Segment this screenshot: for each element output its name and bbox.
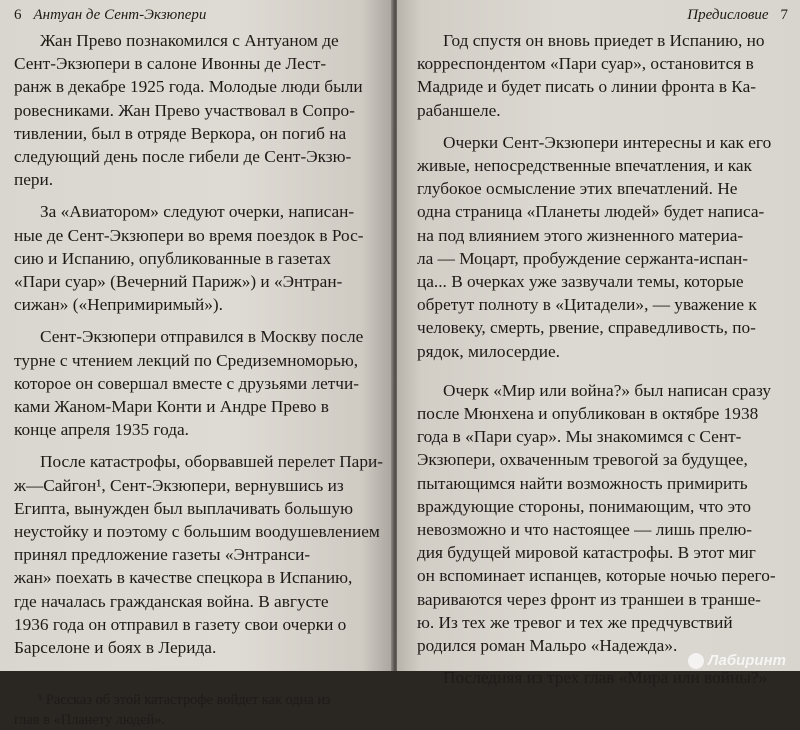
- text-line: человеку, смерть, рвение, справедливость, по-: [417, 318, 756, 338]
- text-line: рабаншеле.: [417, 100, 501, 120]
- text-line: одна страница «Планеты людей» будет написа-: [417, 202, 765, 222]
- paragraph: [14, 325, 379, 441]
- paragraph: [14, 29, 379, 191]
- footnote-line: ¹ Рассказ об этой катастрофе войдет как одна из: [38, 692, 331, 709]
- text-line: невозможно и что настоящее — лишь прелю-: [417, 520, 752, 540]
- text-line: Жан Прево познакомился с Антуаном де: [40, 31, 339, 50]
- text-line: ца... В очерках уже зазвучали темы, которые: [417, 272, 744, 292]
- right-running-head: [417, 5, 788, 29]
- footnote: [14, 690, 379, 730]
- text-line: корреспондентом «Пари суар», остановится в: [417, 54, 754, 74]
- text-line: пытающимся найти возможность примирить: [417, 473, 748, 493]
- text-line: жан» поехать в качестве спецкора в Испанию,: [14, 568, 353, 588]
- labirint-logo-icon: [688, 653, 704, 669]
- paragraph: [417, 29, 788, 122]
- text-line: сижан» («Непримиримый»).: [14, 295, 224, 315]
- text-line: Сент-Экзюпери отправился в Москву после: [40, 327, 364, 347]
- left-page: [0, 0, 393, 729]
- text-line: глубокое осмысление этих впечатлений. Не: [417, 179, 738, 199]
- text-line: Экзюпери, охваченным тревогой за будущее,: [417, 450, 748, 470]
- text-line: Египта, вынужден был выплачивать большую: [14, 498, 354, 518]
- running-head-title: Предисловие: [687, 7, 769, 23]
- text-line: года в «Пари суар». Мы знакомимся с Сент-: [417, 427, 742, 447]
- text-line: обретут полноту в «Цитадели», — уважение к: [417, 295, 757, 315]
- text-line: ранж в декабре 1925 года. Молодые люди были: [14, 77, 363, 97]
- watermark-text: Лабиринт: [707, 652, 786, 669]
- text-line: «Пари суар» (Вечерний Париж») и «Энтран-: [14, 272, 343, 292]
- text-line: Очерки Сент-Экзюпери интересны и как его: [443, 132, 772, 152]
- text-line: За «Авиатором» следуют очерки, написан-: [40, 202, 355, 222]
- footnote-line: глав в «Планету людей».: [14, 712, 166, 729]
- paragraph: [417, 379, 788, 657]
- right-body-text: [417, 29, 788, 689]
- text-line: пери.: [14, 170, 54, 190]
- text-line: которое он совершал вместе с друзьями летчи-: [14, 373, 359, 393]
- text-line: ные де Сент-Экзюпери во время поездок в Рос-: [14, 225, 364, 245]
- text-line: живые, непосредственные впечатления, и как: [417, 156, 752, 176]
- left-running-head: [14, 5, 379, 29]
- text-line: Барселоне и боях в Лерида.: [14, 638, 217, 658]
- watermark: [688, 652, 786, 669]
- right-page: [397, 0, 800, 688]
- page-number: 6: [14, 7, 22, 23]
- paragraph: [14, 450, 384, 659]
- text-line: Последняя из трех глав «Мира или войны?»: [443, 668, 768, 688]
- text-line: 1936 года он отправил в газету свои очерки о: [14, 614, 347, 634]
- text-line: Мадриде и будет писать о линии фронта в Ка-: [417, 77, 757, 97]
- text-line: дия будущей мировой катастрофы. В этот миг: [417, 543, 756, 563]
- text-line: ж—Сайгон¹, Сент-Экзюпери, вернувшись из: [14, 475, 344, 495]
- text-line: Год спустя он вновь приедет в Испанию, но: [443, 31, 765, 50]
- text-line: вариваются через фронт из траншеи в транше-: [417, 589, 761, 609]
- text-line: тивлении, был в отряде Веркора, он погиб на: [14, 123, 347, 143]
- footnote-divider: [16, 680, 166, 681]
- paragraph: [14, 200, 379, 316]
- text-line: следующий день после гибели де Сент-Экзю-: [14, 147, 352, 167]
- paragraph: [417, 666, 788, 689]
- text-line: он вспоминает испанцев, которые ночью перего-: [417, 566, 776, 586]
- text-line: после Мюнхена и опубликован в октябре 1938: [417, 404, 759, 424]
- paragraph: [417, 131, 788, 363]
- left-body-text: [14, 29, 384, 659]
- text-line: ла — Моцарт, пробуждение сержанта-испан-: [417, 248, 749, 268]
- text-line: сию и Испанию, опубликованные в газетах: [14, 248, 332, 268]
- text-line: принял предложение газеты «Энтранси-: [14, 545, 311, 565]
- text-line: где началась гражданская война. В августе: [14, 591, 329, 611]
- text-line: конце апреля 1935 года.: [14, 420, 190, 440]
- text-line: ками Жаном-Мари Конти и Андре Прево в: [14, 397, 329, 417]
- text-line: враждующие стороны, понимающим, что это: [417, 496, 751, 516]
- text-line: После катастрофы, оборвавшей перелет Пари-: [40, 452, 384, 472]
- text-line: неустойку и поэтому с большим воодушевлением: [14, 522, 380, 542]
- running-head-title: Антуан де Сент-Экзюпери: [33, 7, 207, 23]
- text-line: рядок, милосердие.: [417, 341, 560, 361]
- text-line: ю. Из тех же тревог и тех же предчувствий: [417, 612, 733, 632]
- text-line: Сент-Экзюпери в салоне Ивонны де Лест-: [14, 54, 327, 74]
- text-line: ровесниками. Жан Прево участвовал в Сопро-: [14, 100, 355, 120]
- text-line: родился роман Мальро «Надежда».: [417, 636, 678, 656]
- text-line: турне с чтением лекций по Средиземноморью,: [14, 350, 359, 370]
- text-line: Очерк «Мир или война?» был написан сразу: [443, 380, 772, 400]
- text-line: на под влиянием этого жизненного материа-: [417, 225, 744, 245]
- page-number: 7: [780, 7, 788, 23]
